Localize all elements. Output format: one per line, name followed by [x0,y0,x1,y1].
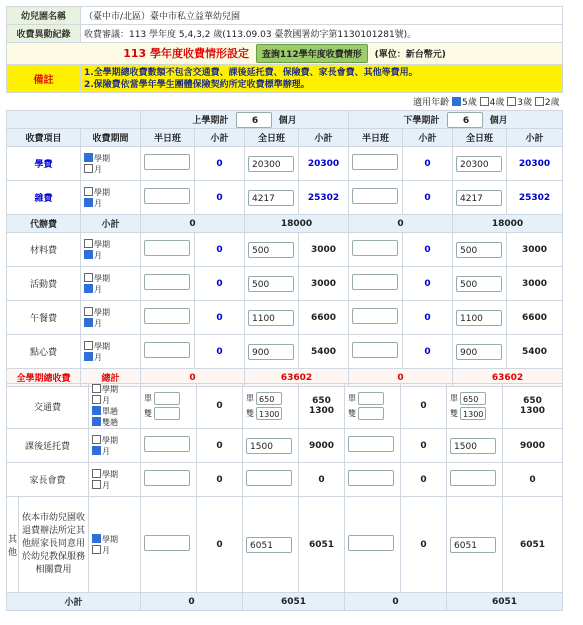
full-day-input-2[interactable]: 500 [456,242,502,258]
half-subtotal-1: 0 [195,233,245,267]
period-semester-opt[interactable]: 學期 [84,239,137,250]
full-day-input-1[interactable]: 20300 [248,156,294,172]
checkbox-empty-icon [507,97,516,106]
half-day-input-2[interactable] [352,188,398,204]
period-month-opt[interactable]: 月 [84,198,137,209]
half-subtotal-2: 0 [403,267,453,301]
transport-half-sub-2: 0 [401,384,447,429]
other-semester-opt[interactable]: 學期 [92,534,137,545]
agency-subtotal-label: 小計 [81,215,141,233]
full-subtotal-2: 5400 [507,335,563,369]
checkbox-empty-icon [92,395,101,404]
full-subtotal-1: 20300 [299,147,349,181]
page-title: 113 學年度收費情形設定 [123,47,250,60]
half-day-input-2[interactable] [352,240,398,256]
note-line-2: 2.保險費依當學年學生團體保險契約所定收費標準辦理。 [84,79,310,90]
checkbox-checked-icon [92,446,101,455]
agency-full-1: 18000 [245,215,349,233]
age-3-checkbox[interactable]: 3歲 [507,98,532,108]
age-5-checkbox[interactable]: 5歲 [452,98,477,108]
extra-subtotal-label: 小計 [7,593,141,611]
full-subtotal-2: 3000 [507,267,563,301]
fee-item-name: 學費 [7,147,81,181]
checkbox-empty-icon [92,469,101,478]
other-half-1-input[interactable] [144,535,190,551]
checkbox-empty-icon [92,435,101,444]
checkbox-checked-icon [84,352,93,361]
full-day-input-1[interactable]: 4217 [248,190,294,206]
fee-period [89,463,141,497]
period-month-opt[interactable]: 月 [84,250,137,261]
transport-period [89,384,141,429]
second-semester-months-input[interactable]: 6 [447,112,483,128]
half-subtotal-2: 0 [403,335,453,369]
half-day-input-1[interactable] [144,154,190,170]
period-month-opt[interactable]: 月 [92,446,137,457]
half-subtotal-1: 0 [197,463,243,497]
full-subtotal-1: 9000 [299,429,345,463]
other-full-1-input[interactable]: 6051 [246,537,292,553]
change-record-label: 收費異動紀錄 [7,25,81,43]
period-semester-opt[interactable]: 學期 [84,187,137,198]
half-subtotal-2: 0 [403,301,453,335]
fee-item-name: 家長會費 [7,463,89,497]
half-subtotal-1: 0 [195,267,245,301]
col-half-2: 半日班 [349,129,403,147]
transport-full-2-double-input[interactable]: 1300 [460,407,486,420]
full-subtotal-2: 9000 [503,429,563,463]
transport-semester-opt[interactable]: 學期 [92,384,137,395]
agency-full-2: 18000 [453,215,563,233]
fee-period [81,233,141,267]
checkbox-checked-icon [452,97,461,106]
half-day-input-2[interactable] [352,274,398,290]
full-day-input-2[interactable] [450,470,496,486]
checkbox-empty-icon [92,545,101,554]
checkbox-empty-icon [92,480,101,489]
period-month-opt[interactable]: 月 [84,284,137,295]
fee-period [81,181,141,215]
col-subtotal-3: 小計 [403,129,453,147]
half-subtotal-2: 0 [401,429,447,463]
total-label: 全學期總收費 [7,369,81,387]
full-subtotal-1: 3000 [299,267,349,301]
agency-half-1: 0 [141,215,245,233]
checkbox-checked-icon [92,406,101,415]
half-day-input-1[interactable] [144,436,190,452]
other-half-2-input[interactable] [348,535,394,551]
first-semester-months-input[interactable]: 6 [236,112,272,128]
full-subtotal-1: 25302 [299,181,349,215]
half-day-input-1[interactable] [144,342,190,358]
checkbox-empty-icon [480,97,489,106]
checkbox-empty-icon [84,341,93,350]
extra-full-1: 6051 [243,593,345,611]
full-subtotal-2: 3000 [507,233,563,267]
age-4-checkbox[interactable]: 4歲 [480,98,505,108]
checkbox-checked-icon [84,153,93,162]
transport-month-opt[interactable]: 月 [92,395,137,406]
col-item: 收費項目 [7,129,81,147]
fee-period [81,301,141,335]
extra-half-1: 0 [141,593,243,611]
fee-row [7,181,563,215]
full-day-input-1[interactable]: 900 [248,344,294,360]
fee-item-name: 材料費 [7,233,81,267]
half-subtotal-2: 0 [403,147,453,181]
period-month-opt[interactable]: 月 [84,318,137,329]
first-semester-header: 上學期計 6 個月 [141,111,349,129]
period-semester-opt[interactable]: 學期 [84,341,137,352]
checkbox-checked-icon [84,198,93,207]
full-subtotal-1: 3000 [299,233,349,267]
age-2-checkbox[interactable]: 2歲 [535,98,560,108]
fee-row [7,233,563,267]
change-record: 收費審議：113 學年度 5,4,3,2 歲(113.09.03 臺教國署幼字第1130101281號)。 [81,25,563,43]
period-semester-opt[interactable]: 學期 [84,307,137,318]
half-subtotal-2: 0 [403,233,453,267]
fee-period [81,335,141,369]
extra-fee-row [7,463,563,497]
full-subtotal-2: 25302 [507,181,563,215]
fee-period [81,147,141,181]
col-full-2: 全日班 [453,129,507,147]
checkbox-empty-icon [84,273,93,282]
fee-settings-extra [6,383,562,611]
checkbox-empty-icon [535,97,544,106]
half-day-input-2[interactable] [352,308,398,324]
checkbox-checked-icon [92,534,101,543]
checkbox-checked-icon [84,284,93,293]
other-full-sub-1: 6051 [299,497,345,593]
other-full-2-input[interactable]: 6051 [450,537,496,553]
fee-item-name: 課後延托費 [7,429,89,463]
col-subtotal-2: 小計 [299,129,349,147]
period-month-opt[interactable]: 月 [92,480,137,491]
period-semester-opt[interactable]: 學期 [84,153,137,164]
note-line-1: 1.全學期總收費數額不包含交通費、課後延托費、保險費、家長會費、其他等費用。 [84,67,418,78]
period-month-opt[interactable]: 月 [84,352,137,363]
fee-item-name: 活動費 [7,267,81,301]
second-semester-header: 下學期計 6 個月 [349,111,563,129]
full-day-input-2[interactable]: 900 [456,344,502,360]
col-subtotal-4: 小計 [507,129,563,147]
half-day-input-2[interactable] [352,342,398,358]
extra-fee-row [7,429,563,463]
extra-full-2: 6051 [447,593,563,611]
full-subtotal-2: 0 [503,463,563,497]
transport-half-2: 單 雙 [345,384,401,429]
period-semester-opt[interactable]: 學期 [84,273,137,284]
agency-fee-label: 代辦費 [7,215,81,233]
full-day-input-1[interactable] [246,470,292,486]
checkbox-empty-icon [84,307,93,316]
half-day-input-1[interactable] [144,240,190,256]
period-month-opt[interactable]: 月 [84,164,137,175]
half-subtotal-1: 0 [195,335,245,369]
period-semester-opt[interactable]: 學期 [92,469,137,480]
checkbox-checked-icon [84,250,93,259]
half-subtotal-2: 0 [401,463,447,497]
query-previous-year-button[interactable]: 查詢112學年度收費情形 [256,44,368,63]
fee-row [7,301,563,335]
full-day-input-1[interactable]: 500 [248,242,294,258]
full-day-input-1[interactable]: 1100 [248,310,294,326]
full-day-input-2[interactable]: 1100 [456,310,502,326]
half-subtotal-2: 0 [403,181,453,215]
total-half-1: 0 [141,369,245,387]
age-label: 適用年齡 [413,98,450,108]
unit-note: (單位：新台幣元) [374,50,446,60]
fee-settings-top [6,6,562,387]
half-subtotal-1: 0 [195,301,245,335]
transport-half-sub-1: 0 [197,384,243,429]
transport-twoway-opt[interactable]: 雙趟 [92,417,137,428]
transport-full-2: 單 650 雙 1300 [447,384,503,429]
full-day-input-2[interactable]: 1500 [450,438,496,454]
full-day-input-2[interactable]: 20300 [456,156,502,172]
other-desc: 依本市幼兒園收退費辦法所定其他經家長同意用於幼兒教保服務相關費用 [19,497,89,593]
total-full-2: 63602 [453,369,563,387]
half-day-input-2[interactable] [352,154,398,170]
other-side-label: 其他 [7,497,19,593]
col-full-1: 全日班 [245,129,299,147]
title-bar [7,43,563,65]
full-day-input-1[interactable]: 500 [248,276,294,292]
checkbox-empty-icon [84,164,93,173]
transport-full-1: 單 650 雙 1300 [243,384,299,429]
other-month-opt[interactable]: 月 [92,545,137,556]
half-day-input-1[interactable] [144,470,190,486]
half-subtotal-1: 0 [195,147,245,181]
total-full-1: 63602 [245,369,349,387]
transport-half-2-double-input[interactable] [358,407,384,420]
checkbox-empty-icon [84,187,93,196]
col-subtotal-1: 小計 [195,129,245,147]
transport-full-sub-2: 650 1300 [503,384,563,429]
kindergarten-name: （臺中市/北區）臺中市私立益華幼兒園 [81,7,563,25]
transport-half-1-single-input[interactable] [154,392,180,405]
age-selector [7,93,563,111]
half-day-input-1[interactable] [144,188,190,204]
notes-label: 備註 [7,65,81,93]
other-full-sub-2: 6051 [503,497,563,593]
kindergarten-name-label: 幼兒園名稱 [7,7,81,25]
col-half-1: 半日班 [141,129,195,147]
fee-period [81,267,141,301]
fee-row [7,147,563,181]
transport-half-2-single-input[interactable] [358,392,384,405]
checkbox-empty-icon [84,239,93,248]
fee-item-name: 點心費 [7,335,81,369]
transport-full-1-single-input[interactable]: 650 [256,392,282,405]
col-period: 收費期間 [81,129,141,147]
checkbox-empty-icon [92,384,101,393]
transport-half-1: 單 雙 [141,384,197,429]
full-day-input-2[interactable]: 500 [456,276,502,292]
period-semester-opt[interactable]: 學期 [92,435,137,446]
half-subtotal-1: 0 [197,429,243,463]
half-day-input-1[interactable] [144,274,190,290]
fee-row [7,335,563,369]
full-subtotal-2: 20300 [507,147,563,181]
extra-half-2: 0 [345,593,447,611]
full-subtotal-1: 0 [299,463,345,497]
transport-label: 交通費 [7,384,89,429]
transport-half-1-double-input[interactable] [154,407,180,420]
half-subtotal-1: 0 [195,181,245,215]
total-sub-label: 總計 [81,369,141,387]
other-half-sub-1: 0 [197,497,243,593]
fee-row [7,267,563,301]
transport-full-sub-1: 650 1300 [299,384,345,429]
half-day-input-2[interactable] [348,436,394,452]
other-half-sub-2: 0 [401,497,447,593]
full-day-input-2[interactable]: 4217 [456,190,502,206]
other-period [89,497,141,593]
fee-period [89,429,141,463]
half-day-input-2[interactable] [348,470,394,486]
full-day-input-1[interactable]: 1500 [246,438,292,454]
checkbox-checked-icon [92,417,101,426]
fee-item-name: 雜費 [7,181,81,215]
total-half-2: 0 [349,369,453,387]
half-day-input-1[interactable] [144,308,190,324]
agency-half-2: 0 [349,215,453,233]
full-subtotal-1: 5400 [299,335,349,369]
full-subtotal-1: 6600 [299,301,349,335]
fee-item-name: 午餐費 [7,301,81,335]
transport-oneway-opt[interactable]: 單趟 [92,406,137,417]
transport-full-1-double-input[interactable]: 1300 [256,407,282,420]
transport-full-2-single-input[interactable]: 650 [460,392,486,405]
full-subtotal-2: 6600 [507,301,563,335]
checkbox-checked-icon [84,318,93,327]
notes-text [81,65,563,93]
